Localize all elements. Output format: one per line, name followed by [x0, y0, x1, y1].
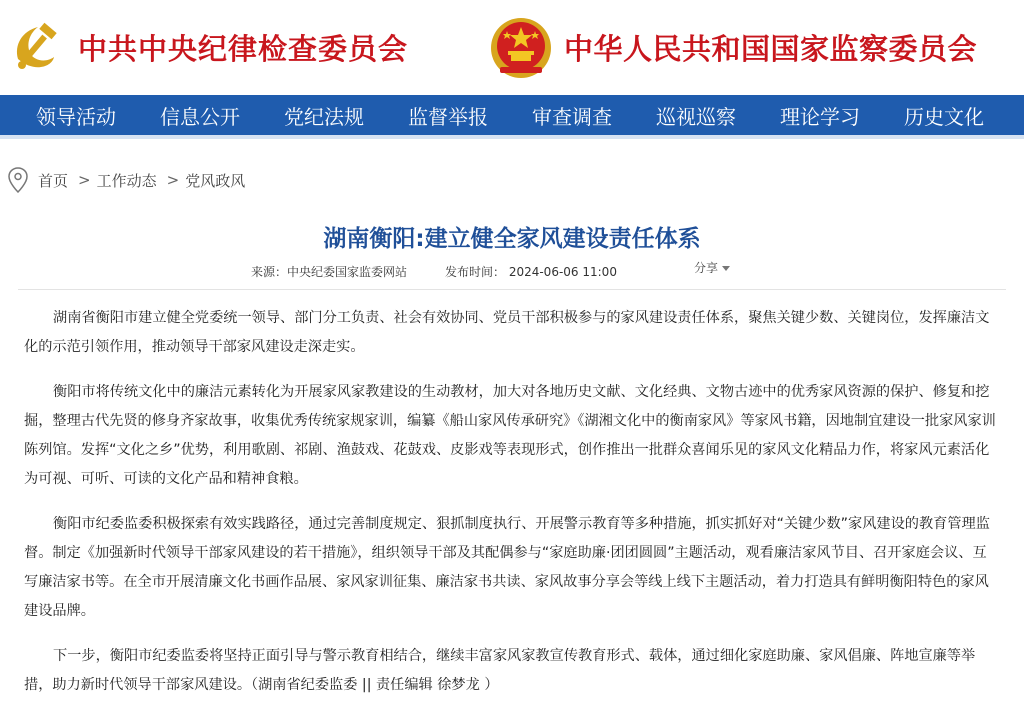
- nav-item-leadership[interactable]: 领导活动: [36, 104, 116, 129]
- national-emblem-icon: [488, 15, 554, 81]
- article-source: 来源：中央纪委国家监委网站: [251, 265, 408, 279]
- party-emblem-icon: [8, 19, 66, 77]
- nav-item-theory[interactable]: 理论学习: [780, 104, 860, 129]
- location-pin-icon: [8, 167, 28, 193]
- article-publish-time: 发布时间： 2024-06-06 11:00: [445, 265, 617, 279]
- share-button[interactable]: [694, 259, 730, 276]
- nav-item-investigation[interactable]: 审查调查: [532, 104, 612, 129]
- article-paragraph: 下一步，衡阳市纪委监委将坚持正面引导与警示教育相结合，继续丰富家风家教宣传教育形式、载体，通过细化家庭助廉、家风倡廉、阵地宣廉等举措，助力新时代领导干部家风建设。（湖南省纪委监委 || 责任编辑 徐梦龙 ）: [24, 648, 976, 693]
- site-header: [0, 0, 1024, 95]
- chevron-down-icon: [722, 266, 730, 271]
- article-title: 湖南衡阳:建立健全家风建设责任体系: [323, 226, 701, 252]
- article-paragraph: 衡阳市纪委监委积极探索有效实践路径，通过完善制度规定、狠抓制度执行、开展警示教育等多种措施，抓实抓好对“关键少数”家风建设的教育管理监督。制定《加强新时代领导干部家风建设的若干措施》，组织领导干部及其配偶参与“家庭助廉·团团圆圆”主题活动，观看廉洁家风节目、召开家庭会议、互写廉洁家书等。在全市开展清廉文化书画作品展、家风家训征集、廉洁家书共读、家风故事分享会等线上线下主题活动，着力打造具有鲜明衡阳特色的家风建设品牌。: [24, 516, 990, 619]
- nsc-title: 中华人民共和国国家监察委员会: [564, 32, 978, 66]
- breadcrumb-separator: >: [166, 171, 180, 189]
- breadcrumb: [0, 139, 1024, 221]
- article-body: [0, 290, 1024, 700]
- main-nav: [0, 95, 1024, 135]
- breadcrumb-work-news[interactable]: 工作动态: [96, 171, 157, 190]
- nav-item-regulations[interactable]: 党纪法规: [284, 104, 364, 129]
- nav-item-info-disclosure[interactable]: 信息公开: [160, 104, 240, 129]
- breadcrumb-party-style[interactable]: 党风政风: [185, 171, 246, 190]
- nsc-brand[interactable]: [488, 0, 977, 95]
- nav-item-inspection[interactable]: 巡视巡察: [656, 104, 736, 129]
- ccdi-brand[interactable]: [8, 0, 408, 95]
- ccdi-title: 中共中央纪律检查委员会: [78, 32, 409, 66]
- breadcrumb-separator: >: [78, 171, 91, 189]
- nav-item-reporting[interactable]: 监督举报: [408, 104, 488, 129]
- article-meta: [0, 259, 1024, 289]
- nav-item-history[interactable]: 历史文化: [904, 104, 984, 129]
- breadcrumb-home[interactable]: 首页: [38, 171, 69, 190]
- article-paragraph: 衡阳市将传统文化中的廉洁元素转化为开展家风家教建设的生动教材，加大对各地历史文献、文化经典、文物古迹中的优秀家风资源的保护、修复和挖掘，整理古代先贤的修身齐家故事，收集优秀传统家规家训，编纂《船山家风传承研究》《湖湘文化中的衡南家风》等家风书籍，因地制宜建设一批家风家训陈列馆。发挥“文化之乡”优势，利用歌剧、祁剧、渔鼓戏、花鼓戏、皮影戏等表现形式，创作推出一批群众喜闻乐见的家风文化精品力作，将家风元素活化为可视、可听、可读的文化产品和精神食粮。: [24, 384, 996, 487]
- article-paragraph: 湖南省衡阳市建立健全党委统一领导、部门分工负责、社会有效协同、党员干部积极参与的家风建设责任体系，聚焦关键少数、关键岗位，发挥廉洁文化的示范引领作用，推动领导干部家风建设走深走实。: [24, 310, 990, 355]
- share-label: 分享: [694, 261, 719, 275]
